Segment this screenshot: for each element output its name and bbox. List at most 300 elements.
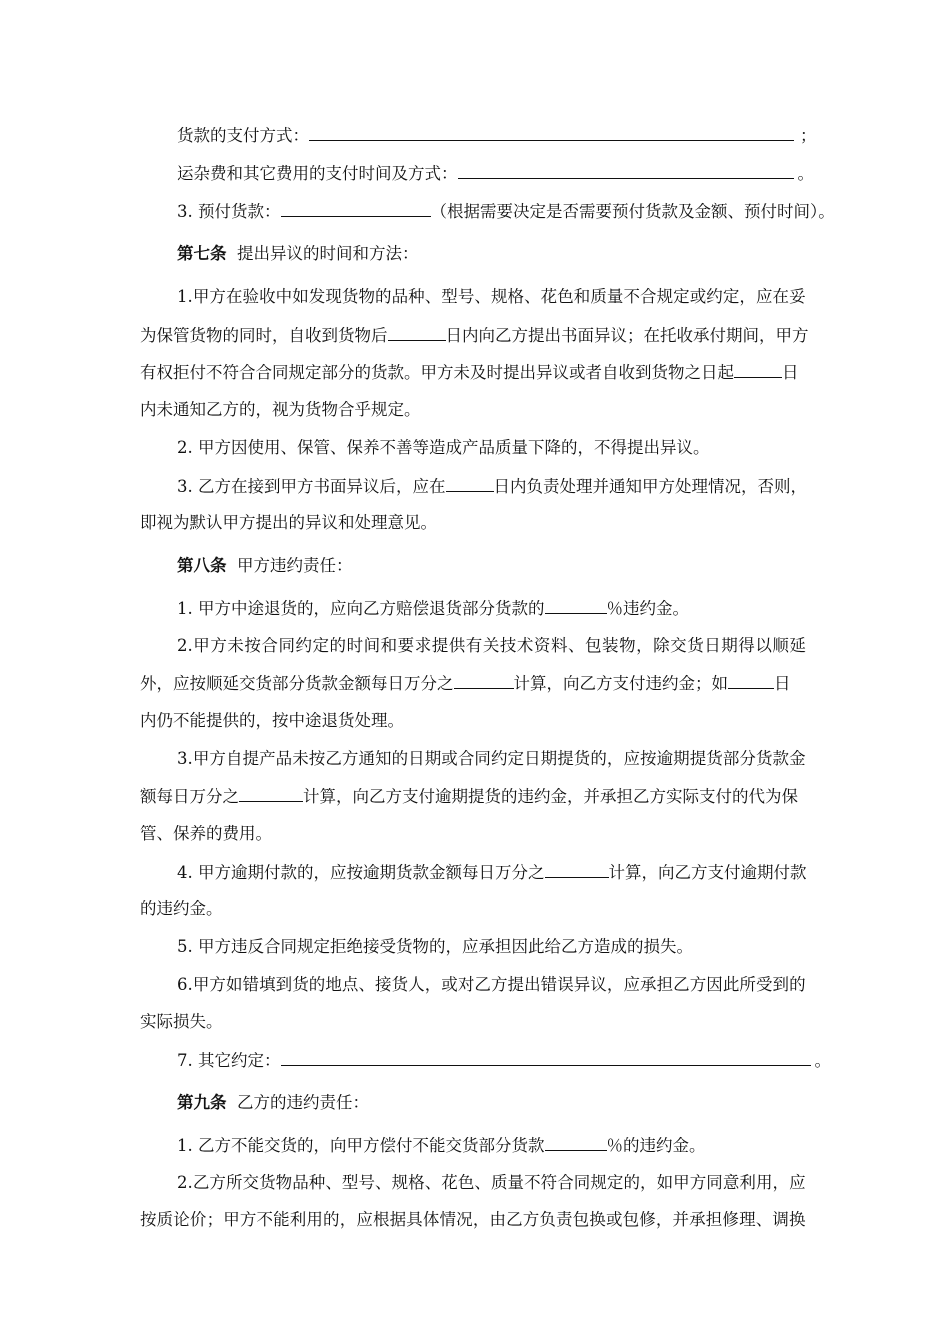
char: 号 <box>457 287 475 306</box>
char: 定 <box>673 287 690 306</box>
char: 方 <box>689 975 707 994</box>
char: ， <box>640 1173 657 1192</box>
char: 、 <box>358 975 375 994</box>
text-segment: 2. 甲方因使用、保管、保养不善等造成产品质量下降的，不得提出异议。 <box>177 438 710 457</box>
text-segment: 管、保养的费用。 <box>140 824 272 843</box>
char: 技 <box>499 636 517 655</box>
char: 所 <box>739 975 756 994</box>
text-segment: 3. 乙方在接到甲方书面异议后，应在 <box>177 477 446 496</box>
char: 逾 <box>656 749 674 768</box>
char: 或 <box>605 1210 623 1229</box>
char: 乙 <box>325 749 342 768</box>
char: 方 <box>209 975 226 994</box>
text-segment: 有权拒付不符合合同规定部分的货款。甲方未及时提出异议或者自收到货物之日起 <box>140 363 734 382</box>
char: 日 <box>524 749 541 768</box>
char: 包 <box>622 1210 640 1229</box>
text-segment: 计算，向乙方支付逾期提货的违约金，并承担乙方实际支付的代为保 <box>303 787 798 806</box>
char: 资 <box>533 636 551 655</box>
percent-blank[interactable] <box>545 1135 607 1151</box>
char: 号 <box>358 1173 375 1192</box>
char: 能 <box>273 1210 290 1229</box>
prepay-blank[interactable] <box>281 201 431 217</box>
char: 或 <box>689 287 707 306</box>
char: 责 <box>556 1210 573 1229</box>
char: 方 <box>209 1173 226 1192</box>
char: 按 <box>140 1210 157 1229</box>
text-segment: 4. 甲方逾期付款的，应按逾期货款金额每日万分之 <box>177 863 545 882</box>
char: 的 <box>391 749 409 768</box>
char: 不 <box>623 287 640 306</box>
char: 由 <box>489 1210 506 1229</box>
char: 未 <box>227 636 244 655</box>
char: 错 <box>540 975 558 994</box>
text-segment: 即视为默认甲方提出的异议和处理意见。 <box>140 513 437 532</box>
text-segment: 内未通知乙方的，视为货物合乎规定。 <box>140 400 421 419</box>
char: 妥 <box>789 287 806 306</box>
char: 换 <box>788 1210 806 1229</box>
char: 到 <box>772 975 789 994</box>
char: 货 <box>259 1173 276 1192</box>
char: 论 <box>173 1210 190 1229</box>
char: 质 <box>490 1173 508 1192</box>
article-9-heading <box>177 1093 369 1113</box>
a7-3-line-2 <box>140 513 437 533</box>
payment-method-label: 货款的支付方式： <box>177 126 309 145</box>
a7-1-line-2 <box>140 325 809 346</box>
char: 种 <box>408 287 425 306</box>
char: 提 <box>242 749 259 768</box>
char: 型 <box>441 287 458 306</box>
char: 、 <box>474 287 491 306</box>
text-segment: 日内向乙方提出书面异议；在托收承付期间，甲方 <box>445 326 809 345</box>
a8-6-line-1 <box>177 975 806 995</box>
char: 提 <box>507 975 524 994</box>
freight-blank[interactable] <box>458 163 794 179</box>
text-segment: 外，应按顺延交货部分货款金额每日万分之 <box>140 674 454 693</box>
char: 修 <box>639 1210 656 1229</box>
char: 对 <box>457 975 475 994</box>
text-segment: 日 <box>774 674 791 693</box>
char: 、 <box>755 1210 773 1229</box>
char: 如 <box>225 975 243 994</box>
char: 货 <box>573 749 591 768</box>
char: 定 <box>606 1173 624 1192</box>
text-segment: ％的违约金。 <box>606 1136 706 1155</box>
char: 、 <box>325 1173 342 1192</box>
char: 交 <box>242 1173 259 1192</box>
char: 误 <box>557 975 574 994</box>
char: 、 <box>375 1173 392 1192</box>
char: ； <box>206 1210 224 1229</box>
char: 接 <box>375 975 392 994</box>
char: 意 <box>722 1173 740 1192</box>
char: 现 <box>325 287 342 306</box>
char: 货 <box>755 749 773 768</box>
char: 并 <box>672 1210 689 1229</box>
freight-line <box>177 163 814 184</box>
char: 物 <box>619 636 636 655</box>
payment-method-line <box>177 125 817 146</box>
char: 乙 <box>474 975 491 994</box>
char: 格 <box>507 287 524 306</box>
char: 的 <box>789 975 806 994</box>
char: 同 <box>474 749 491 768</box>
char: 方 <box>689 1173 707 1192</box>
char: ， <box>655 1210 673 1229</box>
char: 交 <box>670 636 687 655</box>
char: 异 <box>573 975 591 994</box>
char: 花 <box>540 287 558 306</box>
char: 甲 <box>192 287 210 306</box>
char: 合 <box>640 287 657 306</box>
char: 质 <box>156 1210 174 1229</box>
char: 所 <box>225 1173 243 1192</box>
percent-blank[interactable] <box>545 598 607 614</box>
days-blank[interactable] <box>728 673 774 689</box>
char: 定 <box>507 749 524 768</box>
char: 同 <box>278 636 295 655</box>
a8-3-line-2 <box>140 786 798 807</box>
char: 的 <box>329 636 347 655</box>
char: 体 <box>422 1210 440 1229</box>
char: ， <box>472 1210 490 1229</box>
char: 约 <box>490 749 508 768</box>
a8-5-line <box>177 937 693 957</box>
text-segment: 5. 甲方违反合同规定拒绝接受货物的，应承担因此给乙方造成的损失。 <box>177 937 693 956</box>
char: 应 <box>623 749 640 768</box>
char: 以 <box>755 636 772 655</box>
char: ， <box>636 636 653 655</box>
char: 情 <box>439 1210 457 1229</box>
char: 3. <box>177 749 193 768</box>
char: 规 <box>656 287 674 306</box>
char: 按 <box>640 749 657 768</box>
char: 品 <box>391 287 409 306</box>
char: 通 <box>358 749 375 768</box>
char: 、 <box>474 1173 491 1192</box>
char: 6. <box>177 975 193 994</box>
char: 承 <box>689 1210 706 1229</box>
char: 规 <box>590 1173 607 1192</box>
char: 不 <box>256 1210 273 1229</box>
char: 期 <box>424 749 442 768</box>
char: 据 <box>389 1210 407 1229</box>
rate-blank[interactable] <box>239 786 303 802</box>
a8-4-line-2 <box>140 899 223 919</box>
char: 如 <box>656 1173 674 1192</box>
char: 同 <box>573 1173 591 1192</box>
prepay-line <box>177 201 835 222</box>
char: 甲 <box>192 749 210 768</box>
char: 利 <box>289 1210 307 1229</box>
char: ， <box>772 1173 789 1192</box>
char: 和 <box>380 636 398 655</box>
article-8-text: 甲方违约责任： <box>237 556 353 575</box>
char: 乙 <box>506 1210 523 1229</box>
article-7-title: 第七条 <box>177 244 227 263</box>
a8-1-line <box>177 598 689 619</box>
char: 品 <box>275 749 293 768</box>
char: 甲 <box>193 636 210 655</box>
char: 、 <box>524 287 541 306</box>
char: 在 <box>772 287 789 306</box>
char: 按 <box>244 636 261 655</box>
char: 的 <box>590 749 607 768</box>
char: 换 <box>589 1210 606 1229</box>
text-segment: 7. 其它约定： <box>177 1051 281 1070</box>
char: 产 <box>259 749 276 768</box>
days-blank[interactable] <box>734 362 782 378</box>
char: 花 <box>441 1173 458 1192</box>
char: 得 <box>738 636 755 655</box>
char: ， <box>424 975 442 994</box>
prepay-note: （根据需要决定是否需要预付货款及金额、预付时间）。 <box>430 202 835 221</box>
char: 装 <box>602 636 619 655</box>
days-blank[interactable] <box>388 325 446 341</box>
char: 承 <box>640 975 657 994</box>
char: 方 <box>209 287 226 306</box>
char: 如 <box>292 287 309 306</box>
char: 合 <box>261 636 278 655</box>
char: 甲 <box>192 975 210 994</box>
a8-6-line-2 <box>140 1012 223 1032</box>
text-segment: 。 <box>814 1051 831 1070</box>
a8-3-line-1 <box>177 749 806 769</box>
char: 方 <box>522 1210 540 1229</box>
char: 货 <box>292 975 309 994</box>
text-segment: 的违约金。 <box>140 899 223 918</box>
freight-end: 。 <box>797 164 814 183</box>
text-segment: 1. 甲方中途退货的，应向乙方赔偿退货部分货款的 <box>177 599 545 618</box>
char: 提 <box>689 749 707 768</box>
char: ， <box>606 749 624 768</box>
a7-1-line-4 <box>140 400 421 420</box>
char: ， <box>339 1210 357 1229</box>
char: 甲 <box>673 1173 690 1192</box>
char: 货 <box>391 975 409 994</box>
char: 点 <box>341 975 359 994</box>
char: 求 <box>414 636 432 655</box>
char: 受 <box>755 975 773 994</box>
rate-blank[interactable] <box>545 862 609 878</box>
char: 因 <box>706 975 723 994</box>
char: 款 <box>772 749 789 768</box>
char: 2. <box>177 1173 193 1192</box>
char: 调 <box>772 1210 789 1229</box>
char: 合 <box>557 1173 574 1192</box>
char: 乙 <box>673 975 690 994</box>
char: 自 <box>225 749 243 768</box>
char: 发 <box>308 287 326 306</box>
char: 要 <box>397 636 415 655</box>
char: 理 <box>739 1210 756 1229</box>
a8-7-line <box>177 1050 831 1071</box>
char: 用 <box>755 1173 773 1192</box>
article-8-title: 第八条 <box>177 556 227 575</box>
char: 1. <box>177 287 193 306</box>
article-8-heading <box>177 556 353 576</box>
char: 担 <box>656 975 674 994</box>
text-segment: 1. 乙方不能交货的，向甲方偿付不能交货部分货款 <box>177 1136 545 1155</box>
a8-4-line-1 <box>177 862 807 883</box>
char: 、 <box>424 1173 442 1192</box>
a7-2-line <box>177 438 710 458</box>
char: 期 <box>721 636 738 655</box>
char: 约 <box>706 287 723 306</box>
text-segment: 日 <box>782 363 799 382</box>
char: 品 <box>292 1173 309 1192</box>
char: 根 <box>372 1210 390 1229</box>
char: 供 <box>448 636 466 655</box>
char: 修 <box>722 1210 739 1229</box>
freight-label: 运杂费和其它费用的支付时间及方式： <box>177 164 458 183</box>
text-segment: 内仍不能提供的，按中途退货处理。 <box>140 711 404 730</box>
char: 定 <box>722 287 740 306</box>
a7-3-line-1 <box>177 476 807 497</box>
char: 期 <box>673 749 690 768</box>
char: 、 <box>424 287 442 306</box>
char: 包 <box>585 636 602 655</box>
char: 方 <box>209 749 226 768</box>
char: 金 <box>789 749 806 768</box>
text-segment: ％违约金。 <box>606 599 689 618</box>
char: 应 <box>356 1210 373 1229</box>
char: 价 <box>189 1210 207 1229</box>
payment-method-blank[interactable] <box>309 125 794 141</box>
a9-2-line-1 <box>177 1173 806 1193</box>
char: 或 <box>441 975 458 994</box>
char: 况 <box>456 1210 473 1229</box>
a7-1-line-3 <box>140 362 799 383</box>
char: 量 <box>606 287 624 306</box>
char: 包 <box>572 1210 590 1229</box>
char: 应 <box>755 287 773 306</box>
char: 质 <box>590 287 607 306</box>
char: 收 <box>259 287 276 306</box>
char: 担 <box>705 1210 723 1229</box>
a9-1-line <box>177 1135 706 1156</box>
char: 顺 <box>772 636 789 655</box>
a9-2-line-2 <box>140 1210 806 1230</box>
char: 验 <box>242 287 259 306</box>
char: 货 <box>687 636 704 655</box>
char: ， <box>739 287 756 306</box>
article-9-text: 乙方的违约责任： <box>237 1093 369 1112</box>
days-blank[interactable] <box>446 476 494 492</box>
char: 用 <box>306 1210 323 1229</box>
char: 同 <box>706 1173 723 1192</box>
char: 方 <box>490 975 508 994</box>
a7-1-line-1 <box>177 287 806 307</box>
char: 物 <box>358 287 375 306</box>
char: 日 <box>408 749 425 768</box>
char: 和 <box>573 287 591 306</box>
char: 具 <box>406 1210 423 1229</box>
char: 方 <box>210 636 227 655</box>
a8-3-line-3 <box>140 824 272 844</box>
char: 期 <box>540 749 558 768</box>
char: 2. <box>177 636 193 655</box>
char: 甲 <box>223 1210 240 1229</box>
char: 物 <box>275 1173 293 1192</box>
char: 到 <box>275 975 293 994</box>
text-segment: 日内负责处理并通知甲方处理情况，否则， <box>493 477 807 496</box>
char: 色 <box>457 1173 475 1192</box>
text-segment: 为保管货物的同时，自收到货物后 <box>140 326 388 345</box>
text-segment: 计算，向乙方支付逾期付款 <box>608 863 807 882</box>
char: 方 <box>239 1210 257 1229</box>
char: 除 <box>653 636 670 655</box>
char: 合 <box>457 749 475 768</box>
a8-2-line-2 <box>140 673 791 694</box>
char: 利 <box>739 1173 756 1192</box>
char: 知 <box>375 749 392 768</box>
char: 不 <box>524 1173 541 1192</box>
char: 的 <box>308 975 326 994</box>
char: 此 <box>722 975 740 994</box>
char: 分 <box>739 749 756 768</box>
a8-2-line-3 <box>140 711 404 731</box>
char: 货 <box>341 287 359 306</box>
char: 应 <box>789 1173 806 1192</box>
char: 错 <box>242 975 259 994</box>
char: 规 <box>391 1173 409 1192</box>
text-segment: 实际损失。 <box>140 1012 223 1031</box>
char: 格 <box>408 1173 425 1192</box>
char: 术 <box>516 636 534 655</box>
rate-blank[interactable] <box>454 673 514 689</box>
text-segment: 计算，向乙方支付违约金；如 <box>513 674 728 693</box>
char: 约 <box>295 636 312 655</box>
other-terms-blank[interactable] <box>281 1050 811 1066</box>
char: 型 <box>341 1173 359 1192</box>
char: 出 <box>524 975 541 994</box>
char: 、 <box>567 636 585 655</box>
a8-2-line-1 <box>177 636 806 656</box>
char: 规 <box>490 287 508 306</box>
article-7-heading <box>177 244 419 264</box>
char: 间 <box>363 636 381 655</box>
char: 定 <box>312 636 329 655</box>
char: 议 <box>590 975 607 994</box>
char: 有 <box>465 636 483 655</box>
article-9-title: 第九条 <box>177 1093 227 1112</box>
char: 提 <box>557 749 574 768</box>
char: 的 <box>623 1173 640 1192</box>
char: 未 <box>292 749 309 768</box>
char: 符 <box>540 1173 558 1192</box>
char: 货 <box>706 749 723 768</box>
char: 日 <box>704 636 721 655</box>
char: 关 <box>482 636 500 655</box>
payment-method-end: ； <box>800 126 817 145</box>
char: 料 <box>550 636 568 655</box>
char: 的 <box>375 287 392 306</box>
char: 乙 <box>192 1173 210 1192</box>
char: ， <box>606 975 624 994</box>
char: 按 <box>308 749 326 768</box>
prepay-label: 3. 预付货款： <box>177 202 281 221</box>
article-7-text: 提出异议的时间和方法： <box>237 244 419 263</box>
char: 中 <box>275 287 293 306</box>
char: 负 <box>539 1210 556 1229</box>
char: 量 <box>507 1173 524 1192</box>
char: 地 <box>325 975 342 994</box>
char: 人 <box>408 975 425 994</box>
char: 方 <box>341 749 359 768</box>
char: 填 <box>259 975 276 994</box>
char: 部 <box>722 749 740 768</box>
